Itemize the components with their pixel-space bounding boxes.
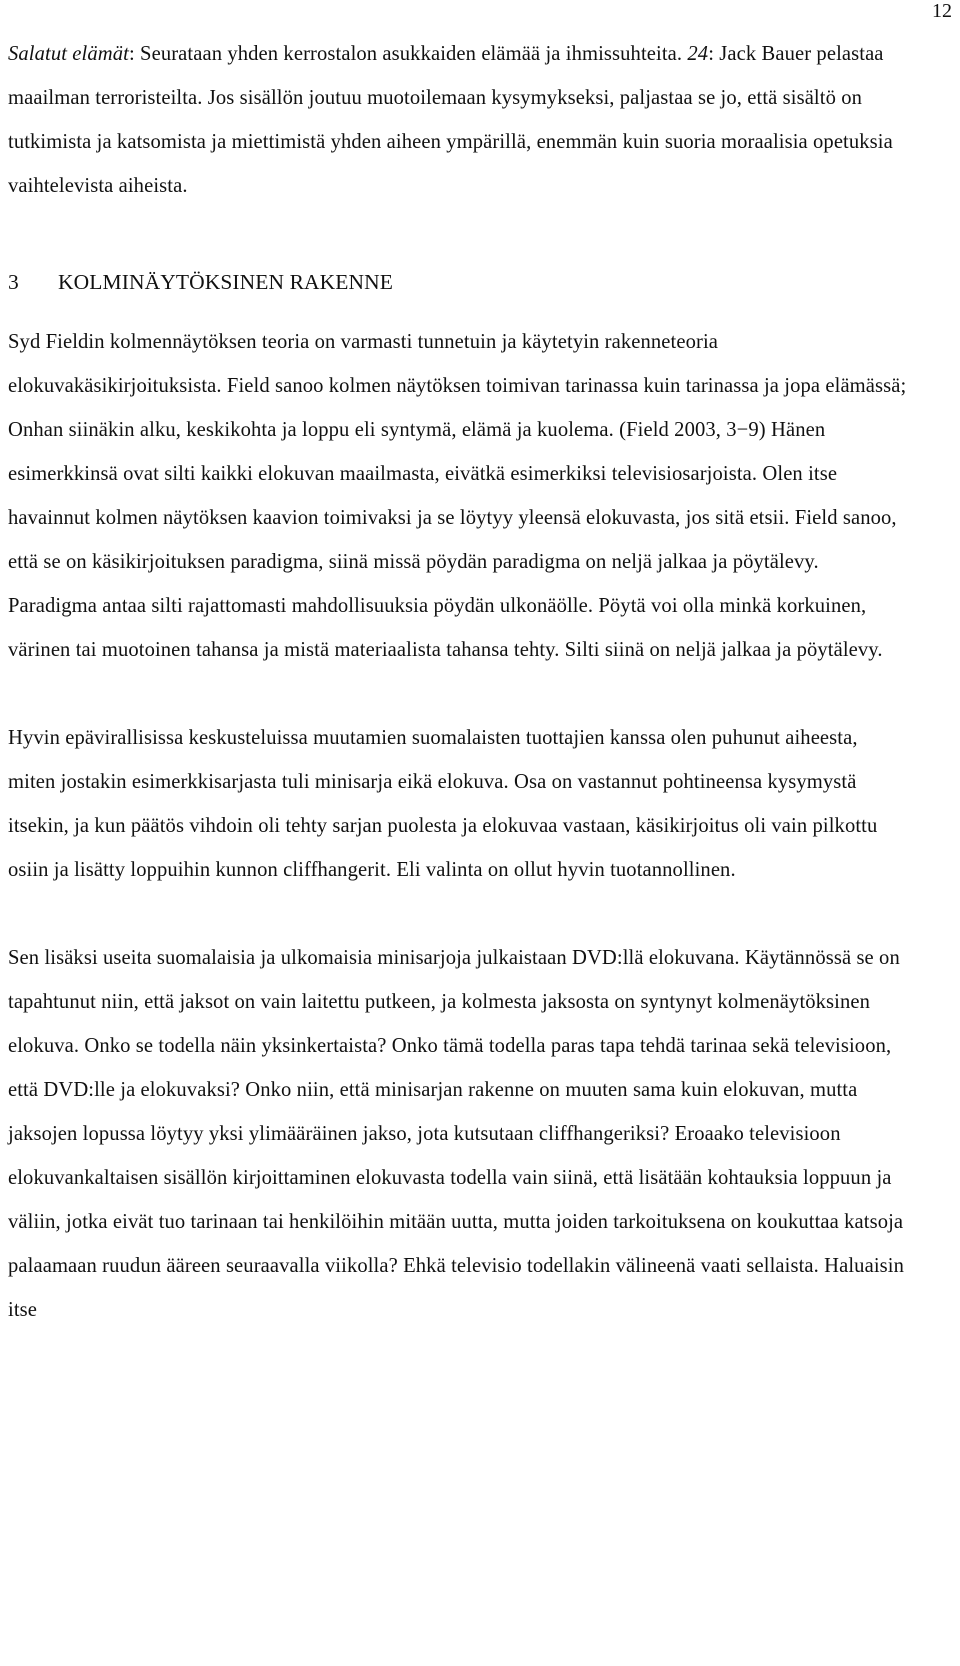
- intro-text-2: : Jack Bauer pelastaa maailman terroristeilta. Jos sisällön joutuu muotoilemaan kysymykseksi, paljastaa se jo, että sisältö on tutkimista ja katsomista ja miettimistä yhden aiheen ympärillä, enemmän kuin suoria moraalisia opetuksia vaihtelevista aiheista.: [8, 43, 893, 197]
- series-title-24: 24: [687, 43, 709, 65]
- document-body: [8, 32, 908, 1332]
- intro-paragraph: [8, 32, 908, 208]
- paragraph: Sen lisäksi useita suomalaisia ja ulkomaisia minisarjoja julkaistaan DVD:llä elokuvana. Käytännössä se on tapahtunut niin, että jaksot on vain laitettu putkeen, ja kolmesta jaksosta on syntynyt kolmenäytöksinen elokuva. Onko se todella näin yksinkertaista? Onko tämä todella paras tapa tehdä tarinaa sekä televisioon, että DVD:lle ja elokuvaksi? Onko niin, että minisarjan rakenne on muuten sama kuin elokuvan, mutta jaksojen lopussa löytyy yksi ylimääräinen jakso, jota kutsutaan cliffhangeriksi? Eroaako televisioon elokuvankaltaisen sisällön kirjoittaminen elokuvasta todella vain siinä, että lisätään kohtauksia loppuun ja väliin, jotka eivät tuo tarinaan tai henkilöihin mitään uutta, mutta joiden tarkoituksena on koukuttaa katsoja palaamaan ruudun ääreen seuraavalla viikolla? Ehkä televisio todellakin välineenä vaati sellaista. Haluaisin itse: [8, 947, 904, 1321]
- section-title: KOLMINÄYTÖKSINEN RAKENNE: [58, 270, 394, 294]
- paragraph: Syd Fieldin kolmennäytöksen teoria on varmasti tunnetuin ja käytetyin rakenneteoria elokuvakäsikirjoituksista. Field sanoo kolmen näytöksen toimivan tarinassa kuin tarinassa ja jopa elämässä; Onhan siinäkin alku, keskikohta ja loppu eli syntymä, elämä ja kuolema. (Field 2003, 3−9) Hänen esimerkkinsä ovat silti kaikki elokuvan maailmasta, eivätkä esimerkiksi televisiosarjoista. Olen itse havainnut kolmen näytöksen kaavion toimivaksi ja se löytyy yleensä elokuvasta, jos sitä etsii. Field sanoo, että se on käsikirjoituksen paradigma, siinä missä pöydän paradigma on neljä jalkaa ja pöytälevy. Paradigma antaa silti rajattomasti mahdollisuuksia pöydän ulkonäölle. Pöytä voi olla minkä korkuinen, värinen tai muotoinen tahansa ja mistä materiaalista tahansa tehty. Silti siinä on neljä jalkaa ja pöytälevy.: [8, 331, 907, 661]
- page-number: 12: [932, 0, 952, 22]
- paragraph: Hyvin epävirallisissa keskusteluissa muutamien suomalaisten tuottajien kanssa olen puhunut aiheesta, miten jostakin esimerkkisarjasta tuli minisarja eikä elokuva. Osa on vastannut pohtineensa kysymystä itsekin, ja kun päätös vihdoin oli tehty sarjan puolesta ja elokuvaa vastaan, käsikirjoitus oli vain pilkottu osiin ja lisätty loppuihin kunnon cliffhangerit. Eli valinta on ollut hyvin tuotannollinen.: [8, 727, 878, 881]
- section-heading: [8, 260, 908, 304]
- intro-text-1: : Seurataan yhden kerrostalon asukkaiden elämää ja ihmissuhteita.: [128, 43, 688, 65]
- section-number: 3: [8, 270, 19, 294]
- series-title-salatut-elamat: Salatut elämät: [8, 43, 129, 65]
